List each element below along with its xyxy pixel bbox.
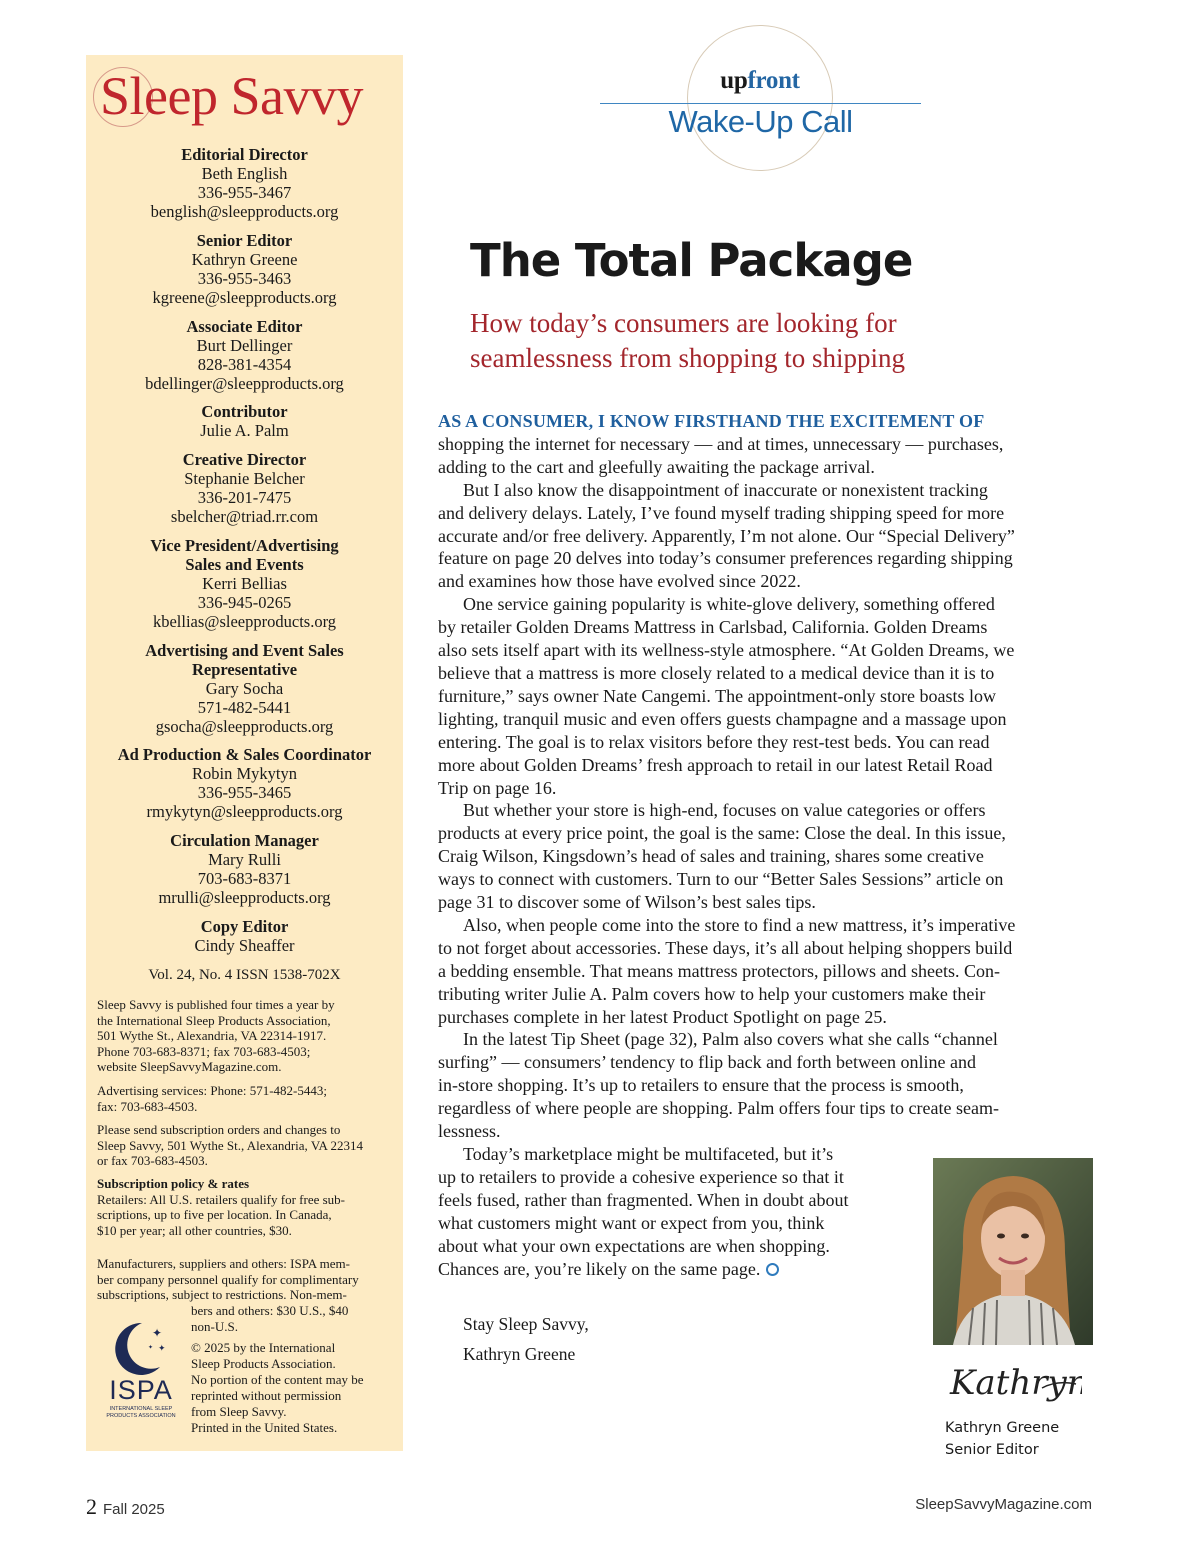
body-line: But I also know the disappointment of inaccurate or nonexistent tracking — [463, 479, 988, 500]
staff-editorial-director — [86, 145, 403, 221]
staff-role: Senior Editor — [196, 231, 293, 250]
staff-name: Kerri Bellias — [202, 574, 287, 593]
body-line: Also, when people come into the store to find a new mattress, it’s imperative — [463, 914, 1016, 935]
body-line: believe that a mattress is more closely related to a medical device than it is to — [438, 662, 995, 683]
staff-ad-production — [86, 745, 403, 821]
fine-line: or fax 703-683-4503. — [97, 1153, 208, 1168]
portrait-image — [933, 1158, 1093, 1345]
staff-role: Advertising and Event Sales — [145, 641, 344, 660]
fine-line: bers and others: $30 U.S., $40 — [191, 1303, 349, 1318]
subscription-policy — [97, 1176, 397, 1238]
end-mark-icon — [766, 1263, 779, 1276]
staff-phone: 828-381-4354 — [197, 355, 292, 374]
body-line: lighting, tranquil music and even offers guests champagne and a massage upon — [438, 708, 1007, 729]
staff-name: Beth English — [201, 164, 288, 183]
staff-email[interactable]: sbelcher@triad.rr.com — [170, 507, 319, 526]
staff-phone: 336-955-3465 — [197, 783, 292, 802]
body-line: One service gaining popularity is white-glove delivery, something offered — [463, 594, 995, 615]
ispa-line: PRODUCTS ASSOCIATION — [106, 1413, 176, 1419]
ispa-letters: ISPA — [109, 1375, 173, 1405]
fine-line: $10 per year; all other countries, $30. — [97, 1222, 292, 1238]
staff-phone: 336-955-3463 — [197, 269, 292, 288]
fine-line: the International Sleep Products Association, — [97, 1012, 331, 1028]
staff-role: Vice President/Advertising — [150, 536, 339, 555]
body-line: feels fused, rather than fragmented. When in doubt about — [438, 1189, 849, 1210]
sleep-savvy-logo — [86, 55, 403, 135]
body-line: page 31 to discover some of Wilson’s best sales tips. — [438, 892, 816, 913]
fine-line: scriptions, up to five per location. In Canada, — [97, 1207, 332, 1222]
body-line: up to retailers to provide a cohesive experience so that it — [438, 1166, 844, 1187]
signoff-name: Kathryn Greene — [463, 1344, 576, 1364]
staff-sales-representative — [86, 641, 403, 736]
page-folio — [86, 1494, 165, 1520]
body-line: surfing” — consumers’ tendency to flip back and forth between online and — [438, 1052, 976, 1073]
body-line: lessness. — [438, 1121, 501, 1142]
svg-text:✦: ✦ — [148, 1344, 154, 1351]
fine-line: © 2025 by the International — [191, 1340, 336, 1355]
section-label-up: up — [720, 67, 748, 94]
fine-line: from Sleep Savvy. — [191, 1404, 287, 1419]
fine-line: Sleep Products Association. — [191, 1356, 336, 1371]
subscription-orders-info — [97, 1122, 397, 1169]
body-line: shopping the internet for necessary — and at times, unnecessary — purchases, — [438, 433, 1004, 454]
signoff-line: Stay Sleep Savvy, — [463, 1314, 589, 1334]
fine-line: 501 Wythe St., Alexandria, VA 22314-1917. — [97, 1028, 327, 1043]
logo-text: Sleep Savvy — [100, 66, 363, 126]
staff-name: Julie A. Palm — [200, 421, 289, 440]
body-line: adding to the cart and gleefully awaiting the package arrival. — [438, 456, 875, 477]
staff-email[interactable]: gsocha@sleepproducts.org — [155, 717, 334, 736]
fine-line: No portion of the content may be — [191, 1372, 364, 1387]
manufacturer-policy — [97, 1256, 397, 1303]
signature-image — [942, 1350, 1082, 1410]
article-subhead — [470, 306, 905, 376]
body-line: to not forget about accessories. These days, it’s all about helping shoppers build — [438, 937, 1013, 958]
column-title: Wake-Up Call — [668, 104, 853, 139]
ispa-logo — [102, 1315, 180, 1425]
staff-role: Editorial Director — [181, 145, 308, 164]
body-line: Today’s marketplace might be multifaceted, but it’s — [463, 1144, 834, 1164]
subhead-line: How today’s consumers are looking for — [470, 308, 897, 338]
staff-role: Contributor — [201, 402, 288, 421]
body-line: about what your own expectations are when shopping. — [438, 1235, 830, 1256]
fine-line: website SleepSavvyMagazine.com. — [97, 1059, 282, 1074]
staff-name: Cindy Sheaffer — [194, 936, 295, 955]
staff-name: Kathryn Greene — [191, 250, 298, 269]
fine-line: Manufacturers, suppliers and others: ISPA mem- — [97, 1256, 350, 1271]
publishing-info — [97, 997, 397, 1075]
svg-text:Kathryn: Kathryn — [950, 1363, 1082, 1403]
body-line: more about Golden Dreams’ fresh approach to retail in our latest Retail Road — [438, 754, 993, 775]
article-body — [438, 410, 1118, 1280]
signoff — [463, 1309, 589, 1369]
staff-phone: 336-945-0265 — [197, 593, 292, 612]
staff-creative-director — [86, 450, 403, 526]
body-line: also sets itself apart with its wellness-style atmosphere. “At Golden Dreams, we — [438, 640, 1015, 661]
staff-name: Burt Dellinger — [196, 336, 293, 355]
staff-email[interactable]: mrulli@sleepproducts.org — [158, 888, 331, 907]
fine-line: subscriptions, subject to restrictions. Non-mem- — [97, 1287, 347, 1302]
staff-role-cont: Sales and Events — [185, 555, 304, 574]
staff-contributor — [86, 402, 403, 440]
fine-line: Please send subscription orders and changes to — [97, 1122, 341, 1137]
body-line: in-store shopping. It’s up to retailers to ensure that the process is smooth, — [438, 1075, 964, 1096]
subhead-line: seamlessness from shopping to shipping — [470, 343, 905, 373]
editor-signature — [942, 1350, 1082, 1410]
staff-senior-editor — [86, 231, 403, 307]
body-line: products at every price point, the goal is the same: Close the deal. In this issue, — [438, 823, 1006, 844]
body-line: regardless of where people are shopping. Palm offers four tips to create seam- — [438, 1098, 999, 1119]
body-line: ways to connect with customers. Turn to our “Better Sales Sessions” article on — [438, 869, 1004, 890]
body-line: and delivery delays. Lately, I’ve found myself trading shipping speed for more — [438, 502, 1005, 523]
ispa-line: INTERNATIONAL SLEEP — [109, 1406, 173, 1412]
copyright-block — [191, 1303, 396, 1436]
body-line: entering. The goal is to relax visitors before they rest-test beds. You can read — [438, 731, 990, 752]
staff-name: Robin Mykytyn — [192, 764, 297, 783]
staff-role: Associate Editor — [186, 317, 303, 336]
fine-line: Printed in the United States. — [191, 1420, 338, 1435]
staff-role: Copy Editor — [200, 917, 289, 936]
fine-line: ber company personnel qualify for complimentary — [97, 1271, 359, 1287]
staff-phone: 336-201-7475 — [197, 488, 292, 507]
staff-role: Ad Production & Sales Coordinator — [117, 745, 372, 764]
body-line: by retailer Golden Dreams Mattress in Carlsbad, California. Golden Dreams — [438, 617, 988, 638]
fine-line: Sleep Savvy is published four times a year by — [97, 997, 335, 1012]
body-line: what customers might want or expect from you, think — [438, 1212, 825, 1233]
staff-role-cont: Representative — [191, 660, 298, 679]
staff-email[interactable]: kbellias@sleepproducts.org — [152, 612, 337, 631]
staff-role: Circulation Manager — [170, 831, 319, 850]
section-badge-circle — [687, 25, 833, 171]
staff-name: Mary Rulli — [208, 850, 281, 869]
masthead-sidebar — [86, 55, 403, 1451]
staff-email[interactable]: rmykytyn@sleepproducts.org — [146, 802, 343, 821]
staff-copy-editor — [86, 917, 403, 955]
body-line: Trip on page 16. — [438, 777, 557, 798]
body-line: Chances are, you’re likely on the same page. — [438, 1258, 761, 1279]
svg-text:✦: ✦ — [152, 1326, 163, 1340]
body-line: Craig Wilson, Kingsdown’s head of sales and training, shares some creative — [438, 846, 984, 867]
fine-line: non-U.S. — [191, 1319, 238, 1334]
page-number: 2 — [86, 1494, 97, 1519]
article-lead: AS A CONSUMER, I KNOW FIRSTHAND THE EXCITEMENT OF — [438, 411, 985, 431]
fine-line: reprinted without permission — [191, 1388, 342, 1403]
staff-phone: 336-955-3467 — [197, 183, 292, 202]
body-line: and examines how those have evolved since 2022. — [438, 571, 801, 592]
website-url[interactable]: SleepSavvyMagazine.com — [915, 1496, 1092, 1513]
staff-phone: 703-683-8371 — [197, 869, 292, 888]
svg-text:✦: ✦ — [158, 1344, 166, 1354]
fine-line: fax: 703-683-4503. — [97, 1098, 198, 1114]
body-line: a bedding ensemble. That means mattress protectors, pillows and sheets. Con- — [438, 960, 1001, 981]
fine-line: Advertising services: Phone: 571-482-5443; — [97, 1083, 327, 1098]
body-line: But whether your store is high-end, focuses on value categories or offers — [463, 800, 986, 821]
staff-name: Stephanie Belcher — [184, 469, 305, 488]
caption-name: Kathryn Greene — [945, 1420, 1060, 1436]
staff-email[interactable]: bdellinger@sleepproducts.org — [145, 374, 344, 393]
editor-photo — [933, 1158, 1093, 1345]
staff-email[interactable]: kgreene@sleepproducts.org — [152, 288, 337, 307]
policy-heading: Subscription policy & rates — [97, 1176, 250, 1191]
section-label-front: front — [747, 67, 800, 94]
fine-line: Sleep Savvy, 501 Wythe St., Alexandria, VA 22314 — [97, 1137, 363, 1153]
staff-role: Creative Director — [182, 450, 307, 469]
advertising-info — [97, 1083, 397, 1114]
body-line: feature on page 20 delves into today’s consumer preferences regarding shipping — [438, 548, 1013, 569]
staff-phone: 571-482-5441 — [197, 698, 292, 717]
staff-vp-advertising — [86, 536, 403, 631]
ispa-fullname — [102, 1406, 180, 1420]
fine-line: Phone 703-683-8371; fax 703-683-4503; — [97, 1043, 311, 1059]
body-line: In the latest Tip Sheet (page 32), Palm also covers what she calls “channel — [463, 1029, 998, 1050]
staff-circulation-manager — [86, 831, 403, 907]
body-line: purchases complete in her latest Product Spotlight on page 25. — [438, 1006, 887, 1027]
body-line: accurate and/or free delivery. Apparently, I’m not alone. Our “Special Delivery” — [438, 525, 1015, 546]
photo-caption — [945, 1417, 1059, 1461]
staff-email[interactable]: benglish@sleepproducts.org — [150, 202, 339, 221]
article-headline: The Total Package — [470, 234, 913, 287]
staff-name: Gary Socha — [205, 679, 284, 698]
volume-issn: Vol. 24, No. 4 ISSN 1538-702X — [148, 967, 341, 983]
body-line: tributing writer Julie A. Palm covers how to help your customers make their — [438, 983, 986, 1004]
section-label — [687, 67, 833, 95]
issue-label: Fall 2025 — [103, 1501, 165, 1518]
staff-associate-editor — [86, 317, 403, 393]
body-line: furniture,” says owner Nate Cangemi. The appointment-only store boasts low — [438, 685, 997, 706]
caption-title: Senior Editor — [945, 1442, 1039, 1458]
fine-line: Retailers: All U.S. retailers qualify for free sub- — [97, 1191, 346, 1207]
